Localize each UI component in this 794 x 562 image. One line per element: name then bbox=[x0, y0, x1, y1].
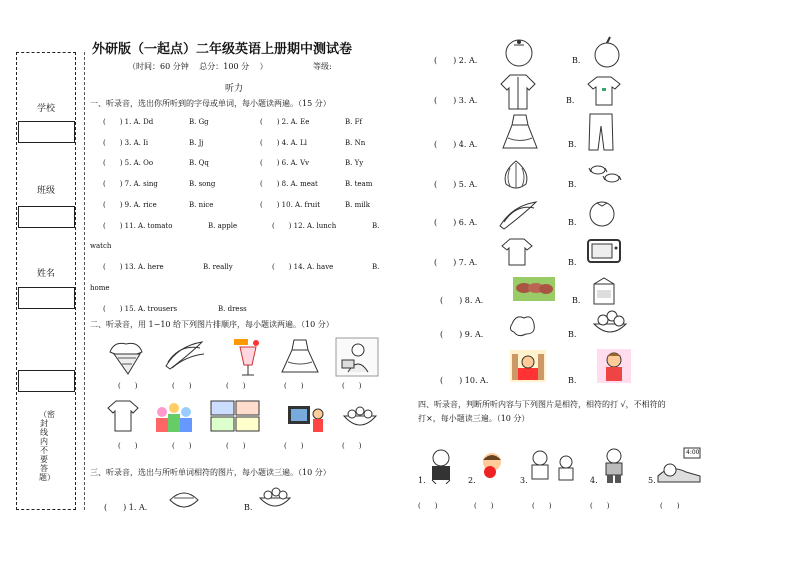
list-item: ( ) 2. A. bbox=[434, 56, 478, 65]
grade-label: 等级: bbox=[313, 62, 332, 71]
list-item: home bbox=[90, 284, 110, 292]
list-item: B. Ff bbox=[345, 118, 363, 126]
list-item: watch bbox=[90, 242, 112, 250]
section3-heading: 三、听录音，选出与所听单词相符的图片，每小题读三遍。（10 分） bbox=[90, 468, 331, 477]
two-kids-icon bbox=[526, 446, 580, 484]
list-item: ( ) 9. A. bbox=[440, 330, 484, 339]
list-item: B. bbox=[372, 263, 380, 271]
seal-warning: （密封线内不要答题） bbox=[39, 410, 55, 482]
answer-paren[interactable]: ( ) bbox=[284, 442, 304, 450]
picture-number: 1. bbox=[418, 476, 426, 485]
cartoon-strip-icon bbox=[210, 400, 260, 432]
children-group-icon bbox=[152, 398, 196, 436]
option-b: B. bbox=[244, 503, 253, 512]
list-item: ( ) 8. A. meat bbox=[260, 180, 318, 188]
dress-icon bbox=[500, 112, 540, 152]
list-item: ( ) 7. A. sing bbox=[103, 180, 158, 188]
option-b: B. bbox=[568, 330, 577, 339]
list-item: ( ) 3. A. bbox=[434, 96, 478, 105]
answer-paren[interactable]: ( ) bbox=[532, 502, 552, 510]
list-item: B. nice bbox=[189, 201, 214, 209]
salad-bowl-icon bbox=[340, 402, 380, 432]
tshirt-icon bbox=[106, 398, 140, 434]
answer-paren[interactable]: ( ) bbox=[418, 502, 438, 510]
list-item: B. dress bbox=[218, 305, 247, 313]
tshirt-icon bbox=[500, 236, 534, 268]
answer-paren[interactable]: ( ) bbox=[226, 382, 246, 390]
option-b: B. bbox=[568, 180, 577, 189]
list-item: ( ) 5. A. bbox=[434, 180, 478, 189]
option-b: B. bbox=[568, 258, 577, 267]
reading-girl-icon bbox=[334, 336, 380, 378]
option-b: B. bbox=[568, 376, 577, 385]
boy-standing-icon bbox=[598, 446, 630, 484]
list-item: ( ) 2. A. Ee bbox=[260, 118, 310, 126]
name-label: 姓名 bbox=[37, 269, 56, 279]
candy-icon bbox=[586, 160, 626, 190]
list-item: ( ) 12. A. lunch bbox=[272, 222, 337, 230]
fruit-bowl-icon bbox=[590, 306, 630, 340]
list-item: B. Qq bbox=[189, 159, 209, 167]
bananas-icon bbox=[160, 336, 208, 372]
answer-paren[interactable]: ( ) bbox=[342, 442, 362, 450]
class-field[interactable] bbox=[18, 206, 75, 228]
shirt-icon bbox=[498, 72, 538, 112]
list-item: ( ) 10. A. bbox=[440, 376, 489, 385]
list-item: B. Nn bbox=[345, 139, 366, 147]
section4-heading-line2: 打×，每小题读三遍。（10 分） bbox=[418, 414, 530, 423]
seal-line bbox=[84, 52, 85, 510]
boy-icon bbox=[426, 448, 456, 484]
salad-icon bbox=[256, 484, 294, 514]
answer-paren[interactable]: ( ) bbox=[226, 442, 246, 450]
list-item: B. apple bbox=[208, 222, 238, 230]
list-item: ( ) 6. A. bbox=[434, 218, 478, 227]
list-item: B. milk bbox=[345, 201, 370, 209]
boy-sitting-icon bbox=[596, 348, 632, 384]
section4-heading-line1: 四、听录音，判断所听内容与下列图片是相符，相符的打 √，不相符的 bbox=[418, 400, 666, 409]
school-field[interactable] bbox=[18, 121, 75, 143]
answer-paren[interactable]: ( ) bbox=[284, 382, 304, 390]
answer-paren[interactable]: ( ) bbox=[172, 382, 192, 390]
girl-eating-icon bbox=[476, 448, 508, 484]
answer-paren[interactable]: ( ) bbox=[590, 502, 610, 510]
dress-icon bbox=[278, 336, 322, 376]
answer-paren[interactable]: ( ) bbox=[118, 382, 138, 390]
ice-cream-icon bbox=[104, 338, 150, 376]
page-title: 外研版（一起点）二年级英语上册期中测试卷 bbox=[92, 42, 353, 57]
list-item: B. team bbox=[345, 180, 373, 188]
time-info: （时间：60 分钟 总分：100 分 ） bbox=[128, 62, 268, 71]
trousers-icon bbox=[586, 112, 616, 152]
list-item: ( ) 5. A. Oo bbox=[103, 159, 154, 167]
option-b: B. bbox=[568, 140, 577, 149]
boy-bed-icon bbox=[508, 348, 548, 384]
onion-icon bbox=[500, 158, 532, 192]
list-item: B. bbox=[372, 222, 380, 230]
answer-paren[interactable]: ( ) bbox=[660, 502, 680, 510]
answer-paren[interactable]: ( ) bbox=[342, 382, 362, 390]
list-item: ( ) 4. A. Ll bbox=[260, 139, 307, 147]
list-item: B. Gg bbox=[189, 118, 209, 126]
number-field[interactable] bbox=[18, 370, 75, 392]
list-item: ( ) 14. A. have bbox=[272, 263, 334, 271]
tomato-icon bbox=[586, 196, 618, 228]
clock-time: 4:00 bbox=[686, 449, 700, 456]
sausages-icon bbox=[512, 276, 556, 302]
list-item: ( ) 1. A. Dd bbox=[103, 118, 154, 126]
tshirt-icon bbox=[586, 74, 622, 108]
answer-paren[interactable]: ( ) bbox=[474, 502, 494, 510]
option-b: B. bbox=[572, 56, 581, 65]
picture-number: 4. bbox=[590, 476, 598, 485]
list-item: ( ) 3. A. Ii bbox=[103, 139, 149, 147]
tv-boy-icon bbox=[286, 402, 326, 434]
answer-paren[interactable]: ( ) bbox=[172, 442, 192, 450]
juice-icon bbox=[230, 335, 266, 379]
list-item: ( ) 8. A. bbox=[440, 296, 484, 305]
option-b: B. bbox=[566, 96, 575, 105]
bananas-icon bbox=[496, 196, 540, 232]
list-item: ( ) 9. A. rice bbox=[103, 201, 157, 209]
list-item: B. really bbox=[203, 263, 233, 271]
option-b: B. bbox=[568, 218, 577, 227]
answer-paren[interactable]: ( ) bbox=[118, 442, 138, 450]
list-item: ( ) 6. A. Vv bbox=[260, 159, 310, 167]
list-item: ( ) 10. A. fruit bbox=[260, 201, 321, 209]
list-item: ( ) 7. A. bbox=[434, 258, 478, 267]
class-label: 班级 bbox=[37, 186, 56, 196]
orange-icon bbox=[502, 35, 536, 69]
picture-number: 2. bbox=[468, 476, 476, 485]
list-item: ( ) 1. A. bbox=[104, 503, 148, 512]
list-item: ( ) 11. A. tomato bbox=[103, 222, 173, 230]
list-item: B. Yy bbox=[345, 159, 364, 167]
milk-carton-icon bbox=[588, 274, 620, 306]
apple-icon bbox=[590, 35, 624, 69]
bread-icon bbox=[166, 484, 202, 514]
tv-icon bbox=[586, 236, 622, 266]
name-field[interactable] bbox=[18, 287, 75, 309]
section1-heading: 一、听录音，选出你所听到的字母或单词，每小题读两遍。（15 分） bbox=[90, 99, 331, 108]
option-b: B. bbox=[572, 296, 581, 305]
ginger-icon bbox=[506, 310, 540, 340]
list-item: ( ) 13. A. here bbox=[103, 263, 164, 271]
picture-number: 3. bbox=[520, 476, 528, 485]
list-item: B. Jj bbox=[189, 139, 204, 147]
picture-number: 5. bbox=[648, 476, 656, 485]
section2-heading: 二、听录音，用 1−10 给下列图片排顺序，每小题读两遍。（10 分） bbox=[90, 320, 334, 329]
list-item: ( ) 15. A. trousers bbox=[103, 305, 178, 313]
list-item: ( ) 4. A. bbox=[434, 140, 478, 149]
school-label: 学校 bbox=[37, 104, 56, 114]
list-item: B. song bbox=[189, 180, 216, 188]
listening-title: 听力 bbox=[225, 84, 244, 94]
